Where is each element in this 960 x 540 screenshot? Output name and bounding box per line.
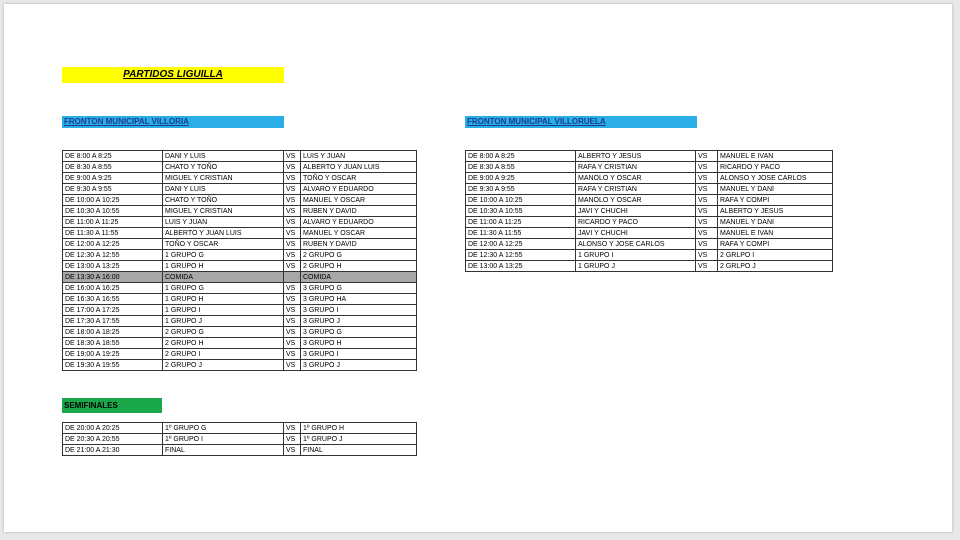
team1-cell: JAVI Y CHUCHI [576,206,696,217]
table-row [63,162,417,173]
vs-cell: VS [696,195,718,206]
table-row [63,261,417,272]
team2-cell: 1º GRUPO H [301,423,417,434]
time-cell: DE 13:00 A 13:25 [63,261,163,272]
time-cell: DE 18:30 A 18:55 [63,338,163,349]
vs-cell: VS [284,305,301,316]
time-cell: DE 17:30 A 17:55 [63,316,163,327]
vs-cell: VS [284,360,301,371]
team2-cell: MANUEL Y OSCAR [301,195,417,206]
vs-cell: VS [696,217,718,228]
table-row [63,272,417,283]
time-cell: DE 11:00 A 11:25 [63,217,163,228]
table-row [466,162,833,173]
time-cell: DE 12:30 A 12:55 [63,250,163,261]
vs-cell: VS [284,228,301,239]
table-row [63,349,417,360]
time-cell: DE 17:00 A 17:25 [63,305,163,316]
team2-cell: COMIDA [301,272,417,283]
villoria-schedule-table [62,150,417,371]
vs-cell: VS [284,195,301,206]
vs-cell: VS [284,434,301,445]
team1-cell: MANOLO Y OSCAR [576,173,696,184]
semifinals-heading: SEMIFINALES [62,398,162,413]
vs-cell: VS [284,316,301,327]
table-row [466,217,833,228]
table-row [63,250,417,261]
table-row [63,423,417,434]
team1-cell: FINAL [163,445,284,456]
time-cell: DE 9:30 A 9:55 [63,184,163,195]
time-cell: DE 12:30 A 12:55 [466,250,576,261]
time-cell: DE 10:30 A 10:55 [63,206,163,217]
team1-cell: CHATO Y TOÑO [163,195,284,206]
vs-cell: VS [284,338,301,349]
team1-cell: ALBERTO Y JESUS [576,151,696,162]
time-cell: DE 11:00 A 11:25 [466,217,576,228]
team2-cell: 3 GRUPO J [301,360,417,371]
time-cell: DE 12:00 A 12:25 [466,239,576,250]
time-cell: DE 9:00 A 9:25 [63,173,163,184]
team2-cell: TOÑO Y OSCAR [301,173,417,184]
team1-cell: DANI Y LUIS [163,151,284,162]
team2-cell: MANUEL E IVAN [718,228,833,239]
vs-cell: VS [284,173,301,184]
team2-cell: MANUEL Y DANI [718,217,833,228]
team1-cell: 1º GRUPO I [163,434,284,445]
team1-cell: CHATO Y TOÑO [163,162,284,173]
vs-cell: VS [284,283,301,294]
vs-cell: VS [284,184,301,195]
vs-cell: VS [284,250,301,261]
team1-cell: 2 GRUPO I [163,349,284,360]
time-cell: DE 9:00 A 9:25 [466,173,576,184]
team2-cell: 2 GRUPO H [301,261,417,272]
table-row [466,184,833,195]
time-cell: DE 8:30 A 8:55 [466,162,576,173]
table-row [466,239,833,250]
team1-cell: RAFA Y CRISTIAN [576,162,696,173]
table-row [63,173,417,184]
team2-cell: 2 GRUPO G [301,250,417,261]
team2-cell: ALBERTO Y JUAN LUIS [301,162,417,173]
team2-cell: RICARDO Y PACO [718,162,833,173]
team2-cell: ALVARO Y EDUARDO [301,184,417,195]
vs-cell: VS [696,228,718,239]
team2-cell: ALONSO Y JOSE CARLOS [718,173,833,184]
team2-cell: FINAL [301,445,417,456]
time-cell: DE 9:30 A 9:55 [466,184,576,195]
page-title: PARTIDOS LIGUILLA [62,67,284,83]
team2-cell: 3 GRUPO HA [301,294,417,305]
vs-cell: VS [284,445,301,456]
team1-cell: 2 GRUPO G [163,327,284,338]
vs-cell: VS [284,162,301,173]
team2-cell: 3 GRUPO H [301,338,417,349]
team1-cell: LUIS Y JUAN [163,217,284,228]
team1-cell: JAVI Y CHUCHI [576,228,696,239]
vs-cell: VS [696,206,718,217]
team1-cell: COMIDA [163,272,284,283]
table-row [466,206,833,217]
table-row [63,184,417,195]
team1-cell: MIGUEL Y CRISTIAN [163,206,284,217]
team1-cell: ALONSO Y JOSE CARLOS [576,239,696,250]
villoruela-schedule-table [465,150,833,272]
venue-heading-villoruela: FRONTON MUNICIPAL VILLORUELA [465,116,697,128]
table-row [63,217,417,228]
team2-cell: ALBERTO Y JESUS [718,206,833,217]
team2-cell: 3 GRUPO I [301,305,417,316]
team2-cell: RAFA Y COMPI [718,239,833,250]
time-cell: DE 8:00 A 8:25 [63,151,163,162]
table-row [63,228,417,239]
time-cell: DE 10:00 A 10:25 [466,195,576,206]
team1-cell: 2 GRUPO J [163,360,284,371]
time-cell: DE 18:00 A 18:25 [63,327,163,338]
time-cell: DE 16:30 A 16:55 [63,294,163,305]
table-row [63,151,417,162]
vs-cell: VS [696,239,718,250]
time-cell: DE 11:30 A 11:55 [466,228,576,239]
time-cell: DE 10:00 A 10:25 [63,195,163,206]
table-row [63,360,417,371]
team1-cell: 1 GRUPO H [163,294,284,305]
team2-cell: 3 GRUPO I [301,349,417,360]
vs-cell [284,272,301,283]
vs-cell: VS [696,173,718,184]
time-cell: DE 8:30 A 8:55 [63,162,163,173]
team1-cell: DANI Y LUIS [163,184,284,195]
vs-cell: VS [696,261,718,272]
table-row [466,261,833,272]
vs-cell: VS [284,261,301,272]
team1-cell: 2 GRUPO H [163,338,284,349]
team2-cell: 3 GRUPO G [301,327,417,338]
team2-cell: MANUEL Y DANI [718,184,833,195]
team2-cell: 3 GRUPO G [301,283,417,294]
time-cell: DE 12:00 A 12:25 [63,239,163,250]
team2-cell: RUBEN Y DAVID [301,206,417,217]
time-cell: DE 20:30 A 20:55 [63,434,163,445]
vs-cell: VS [284,151,301,162]
team1-cell: 1 GRUPO J [576,261,696,272]
document-page [4,4,952,532]
time-cell: DE 19:00 A 19:25 [63,349,163,360]
venue-heading-villoria: FRONTON MUNICIPAL VILLORIA [62,116,284,128]
time-cell: DE 13:00 A 13:25 [466,261,576,272]
team2-cell: RAFA Y COMPI [718,195,833,206]
table-row [63,294,417,305]
table-row [63,434,417,445]
table-row [466,228,833,239]
team1-cell: ALBERTO Y JUAN LUIS [163,228,284,239]
team1-cell: RAFA Y CRISTIAN [576,184,696,195]
table-row [466,195,833,206]
team1-cell: RICARDO Y PACO [576,217,696,228]
team2-cell: 3 GRUPO J [301,316,417,327]
vs-cell: VS [696,184,718,195]
table-row [466,173,833,184]
vs-cell: VS [696,151,718,162]
team1-cell: TOÑO Y OSCAR [163,239,284,250]
time-cell: DE 8:00 A 8:25 [466,151,576,162]
team1-cell: MANOLO Y OSCAR [576,195,696,206]
team2-cell: RUBEN Y DAVID [301,239,417,250]
vs-cell: VS [696,162,718,173]
team2-cell: ALVARO Y EDUARDO [301,217,417,228]
team1-cell: 1 GRUPO H [163,261,284,272]
table-row [466,151,833,162]
table-row [63,239,417,250]
table-row [63,338,417,349]
table-row [63,283,417,294]
table-row [63,445,417,456]
table-row [63,327,417,338]
time-cell: DE 20:00 A 20:25 [63,423,163,434]
table-row [63,305,417,316]
table-row [63,316,417,327]
vs-cell: VS [284,239,301,250]
table-row [466,250,833,261]
vs-cell: VS [284,423,301,434]
vs-cell: VS [284,327,301,338]
table-row [63,206,417,217]
team2-cell: MANUEL E IVAN [718,151,833,162]
team1-cell: 1 GRUPO G [163,283,284,294]
team1-cell: 1 GRUPO I [576,250,696,261]
team2-cell: 2 GRLPO I [718,250,833,261]
team2-cell: 2 GRLPO J [718,261,833,272]
team1-cell: MIGUEL Y CRISTIAN [163,173,284,184]
vs-cell: VS [696,250,718,261]
time-cell: DE 16:00 A 16:25 [63,283,163,294]
vs-cell: VS [284,349,301,360]
semifinals-schedule-table [62,422,417,456]
team1-cell: 1 GRUPO J [163,316,284,327]
vs-cell: VS [284,294,301,305]
vs-cell: VS [284,217,301,228]
vs-cell: VS [284,206,301,217]
team1-cell: 1 GRUPO G [163,250,284,261]
time-cell: DE 11:30 A 11:55 [63,228,163,239]
time-cell: DE 21:00 A 21:30 [63,445,163,456]
team1-cell: 1 GRUPO I [163,305,284,316]
table-row [63,195,417,206]
time-cell: DE 19:30 A 19:55 [63,360,163,371]
team1-cell: 1º GRUPO G [163,423,284,434]
time-cell: DE 10:30 A 10:55 [466,206,576,217]
time-cell: DE 13:30 A 16:00 [63,272,163,283]
team2-cell: 1º GRUPO J [301,434,417,445]
team2-cell: LUIS Y JUAN [301,151,417,162]
team2-cell: MANUEL Y OSCAR [301,228,417,239]
